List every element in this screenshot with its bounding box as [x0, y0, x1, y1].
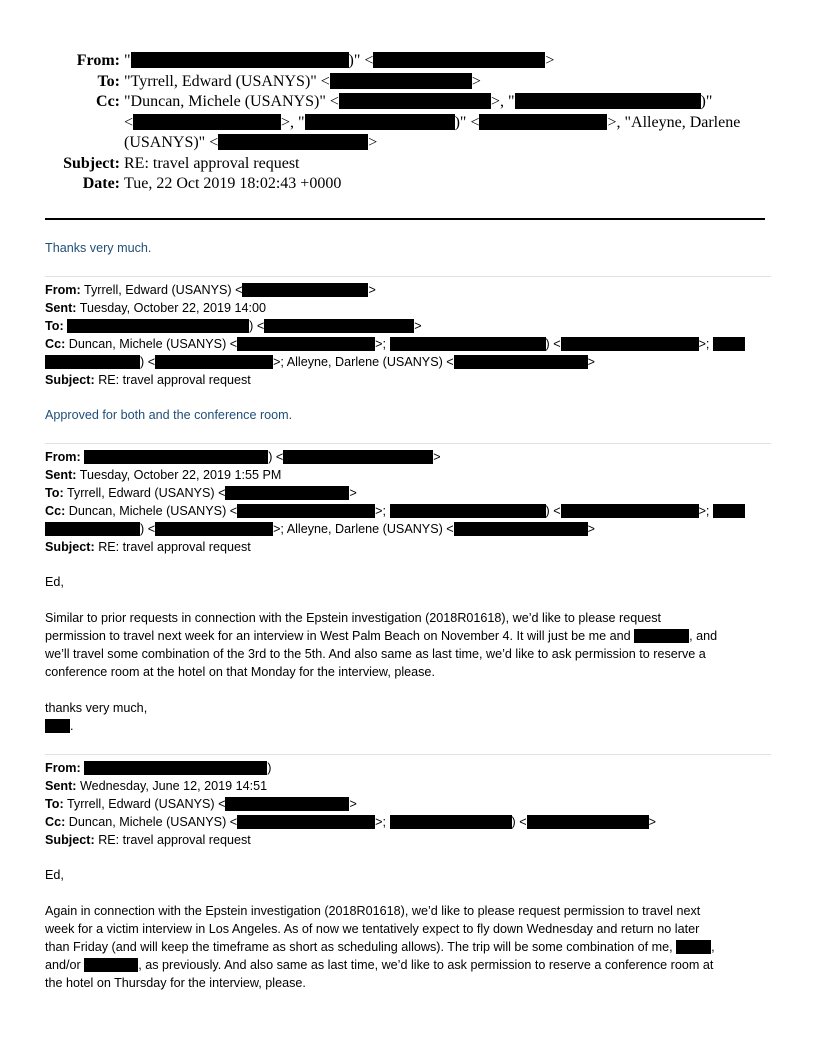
- msg2-cc-value: Duncan, Michele (USANYS) <: [68, 337, 238, 351]
- redaction: [454, 355, 588, 369]
- msg4-paragraph-line: week for a victim interview in Los Angeles. As of now we tentatively expect to fly down Wednesday and return no later: [45, 922, 700, 936]
- message-4-body: [45, 866, 773, 992]
- msg2-subject-value: RE: travel approval request: [98, 373, 251, 387]
- msg3-to-value: Tyrrell, Edward (USANYS) <: [66, 486, 226, 500]
- msg3-from-end: >: [433, 450, 441, 464]
- msg3-greeting: Ed,: [45, 575, 64, 589]
- message-2: [45, 281, 773, 389]
- message-2-text: Approved for both and the conference room.: [45, 408, 293, 422]
- redaction: [155, 522, 273, 536]
- redaction: [634, 629, 689, 643]
- header-to-value: "Tyrrell, Edward (USANYS)" <: [124, 72, 330, 90]
- msg2-to-end: >: [414, 319, 422, 333]
- message-3-body: [45, 573, 773, 735]
- redaction: [305, 114, 455, 130]
- redaction: [242, 283, 368, 297]
- redaction: [373, 52, 545, 68]
- msg2-cc-mid3: >;: [698, 337, 710, 351]
- msg2-to-label: To:: [45, 319, 64, 333]
- msg4-sent-value: Wednesday, June 12, 2019 14:51: [79, 779, 268, 793]
- message-2-body: [45, 406, 773, 424]
- header-cc2-mid1: >, ": [281, 113, 305, 131]
- msg2-from-value: Tyrrell, Edward (USANYS) <: [83, 283, 243, 297]
- msg4-cc-mid2: ) <: [511, 815, 527, 829]
- redaction: [45, 355, 140, 369]
- header-date-row: [0, 175, 816, 196]
- msg4-from-end: ): [267, 761, 272, 775]
- redaction: [45, 522, 140, 536]
- msg3-sent-value: Tuesday, October 22, 2019 1:55 PM: [79, 468, 282, 482]
- msg3-cc-label: Cc:: [45, 504, 66, 518]
- msg4-paragraph-line: the hotel on Thursday for the interview, please.: [45, 976, 306, 990]
- msg2-cc-mid2: ) <: [545, 337, 561, 351]
- msg4-paragraph-line: Again in connection with the Epstein investigation (2018R01618), we’d like to please request permission to travel next: [45, 904, 701, 918]
- redaction: [84, 761, 267, 775]
- header-date-label: Date:: [82, 175, 120, 192]
- redaction: [561, 337, 699, 351]
- redaction: [84, 450, 268, 464]
- msg2-cc-mid1: >;: [375, 337, 386, 351]
- msg4-subject-label: Subject:: [45, 833, 95, 847]
- msg4-paragraph-line-end: ,: [711, 940, 715, 954]
- msg3-paragraph-line: permission to travel next week for an interview in West Palm Beach on November 4. It will just be me and: [45, 629, 631, 643]
- header-cc-mid2: )": [700, 93, 713, 110]
- msg2-subject-label: Subject:: [45, 373, 95, 387]
- redaction: [264, 319, 414, 333]
- redaction: [84, 958, 138, 972]
- redaction: [283, 450, 433, 464]
- msg4-to-value: Tyrrell, Edward (USANYS) <: [66, 797, 226, 811]
- redaction: [454, 522, 588, 536]
- message-separator: [45, 276, 771, 277]
- msg4-subject-value: RE: travel approval request: [98, 833, 251, 847]
- header-to-label: To:: [97, 72, 120, 90]
- msg4-paragraph-line-end: , as previously. And also same as last time, we’d like to ask permission to reserve a conference room at: [138, 958, 714, 972]
- msg4-cc-mid1: >;: [375, 815, 386, 829]
- msg3-cc-mid1: >;: [375, 504, 386, 518]
- redaction: [237, 815, 375, 829]
- msg3-sig-end: .: [70, 719, 74, 733]
- msg4-from-label: From:: [45, 761, 81, 775]
- msg2-sent-value: Tuesday, October 22, 2019 14:00: [79, 301, 266, 315]
- message-separator: [45, 443, 771, 444]
- redaction: [330, 73, 472, 89]
- header-cc-row-2: [0, 114, 816, 135]
- msg2-from-label: From:: [45, 283, 81, 297]
- header-cc2-start: <: [124, 113, 134, 131]
- header-cc-row: [0, 93, 816, 114]
- msg2-cc2-mid1: ) <: [140, 355, 156, 369]
- header-subject-value: RE: travel approval request: [124, 154, 300, 172]
- message-1: [45, 239, 773, 257]
- header-to-row: [0, 73, 816, 94]
- msg3-subject-value: RE: travel approval request: [98, 540, 251, 554]
- msg3-paragraph-line: we’ll travel some combination of the 3rd to the 5th. And also same as last time, we’d like to ask permission to reserve a: [45, 647, 706, 661]
- header-subject-label: Subject:: [63, 154, 120, 172]
- redaction: [713, 337, 745, 351]
- msg4-paragraph-line: than Friday (and will keep the timeframe as short as scheduling allows). The trip will be some combination of me,: [45, 940, 673, 954]
- msg3-paragraph-line: conference room at the hotel on that Monday for the interview, please.: [45, 665, 435, 679]
- msg4-to-label: To:: [45, 797, 64, 811]
- msg3-cc-value: Duncan, Michele (USANYS) <: [68, 504, 238, 518]
- header-to-end: >: [471, 72, 481, 90]
- msg2-cc-label: Cc:: [45, 337, 66, 351]
- header-from-row: [0, 52, 816, 73]
- header-cc3-end: >: [368, 134, 378, 151]
- msg3-from-label: From:: [45, 450, 81, 464]
- msg2-cc2-end: >: [587, 355, 596, 369]
- header-date-value: Tue, 22 Oct 2019 18:02:43 +0000: [124, 175, 342, 192]
- redaction: [67, 319, 249, 333]
- header-cc-row-3: [0, 134, 816, 155]
- redaction: [237, 337, 375, 351]
- msg3-cc-mid2: ) <: [545, 504, 561, 518]
- msg4-cc-end: >: [648, 815, 656, 829]
- redaction: [133, 114, 281, 130]
- header-from-end: >: [545, 52, 555, 69]
- header-divider: [45, 218, 765, 220]
- msg3-cc2-mid2: >; Alleyne, Darlene (USANYS) <: [273, 522, 454, 536]
- redaction: [155, 355, 273, 369]
- redaction: [237, 504, 375, 518]
- msg3-cc2-mid1: ) <: [140, 522, 156, 536]
- msg3-paragraph-line-end: , and: [689, 629, 718, 643]
- header-cc2-mid3: >, "Alleyne, Darlene: [607, 113, 741, 131]
- redaction: [390, 815, 512, 829]
- header-from-value: ": [124, 52, 131, 69]
- redaction: [515, 93, 701, 109]
- redaction: [131, 52, 349, 68]
- msg3-sent-label: Sent:: [45, 468, 77, 482]
- header-cc-label: Cc:: [96, 93, 120, 110]
- redaction: [218, 134, 368, 150]
- redaction: [713, 504, 745, 518]
- msg3-cc2-end: >: [587, 522, 596, 536]
- msg2-sent-label: Sent:: [45, 301, 77, 315]
- header-cc3-start: (USANYS)" <: [124, 134, 219, 151]
- redaction: [479, 114, 607, 130]
- msg2-from-end: >: [368, 283, 376, 297]
- email-header: [0, 52, 816, 196]
- msg4-to-end: >: [349, 797, 357, 811]
- msg3-from-mid: ) <: [268, 450, 284, 464]
- redaction: [676, 940, 711, 954]
- msg3-paragraph-line: Similar to prior requests in connection with the Epstein investigation (2018R01618), we’d like to please request: [45, 611, 662, 625]
- msg4-cc-label: Cc:: [45, 815, 66, 829]
- header-cc2-mid2: )" <: [454, 113, 480, 131]
- msg3-signoff: thanks very much,: [45, 701, 148, 715]
- msg4-greeting: Ed,: [45, 868, 64, 882]
- msg3-to-end: >: [349, 486, 357, 500]
- redaction: [225, 486, 349, 500]
- msg3-cc-mid3: >;: [698, 504, 710, 518]
- msg3-to-label: To:: [45, 486, 64, 500]
- redaction: [561, 504, 699, 518]
- redaction: [45, 719, 70, 733]
- message-4: [45, 759, 773, 849]
- message-separator: [45, 754, 771, 755]
- redaction: [339, 93, 491, 109]
- header-cc-mid1: >, ": [490, 93, 515, 110]
- msg4-sent-label: Sent:: [45, 779, 77, 793]
- redaction: [390, 504, 546, 518]
- redaction: [390, 337, 546, 351]
- msg4-cc-value: Duncan, Michele (USANYS) <: [68, 815, 238, 829]
- msg3-subject-label: Subject:: [45, 540, 95, 554]
- msg2-cc2-mid2: >; Alleyne, Darlene (USANYS) <: [273, 355, 454, 369]
- msg2-to-mid: ) <: [249, 319, 265, 333]
- redaction: [527, 815, 649, 829]
- header-from-label: From:: [76, 52, 120, 69]
- header-subject-row: [0, 155, 816, 176]
- msg4-paragraph-line: and/or: [45, 958, 81, 972]
- header-cc-value: "Duncan, Michele (USANYS)" <: [124, 93, 339, 110]
- redaction: [225, 797, 349, 811]
- header-from-mid: )" <: [348, 52, 374, 69]
- message-3: [45, 448, 773, 556]
- message-1-text: Thanks very much.: [45, 241, 152, 255]
